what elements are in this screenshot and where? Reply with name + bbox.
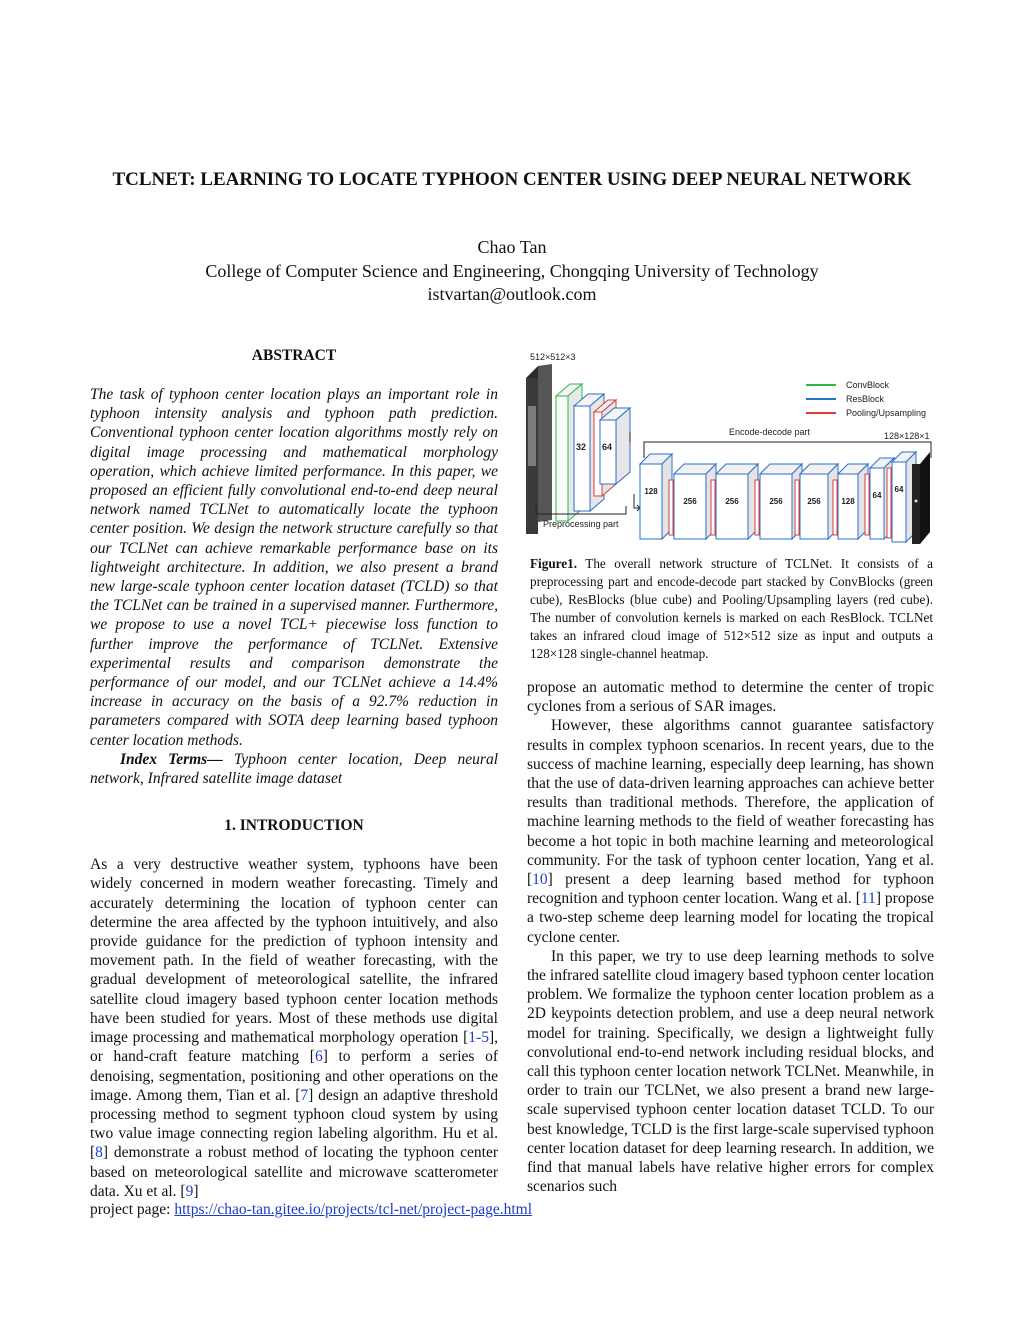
pool-layer <box>711 480 715 535</box>
citation-link[interactable]: 9 <box>185 1182 194 1200</box>
author-affiliation: College of Computer Science and Engineering, Chongqing University of Technology <box>205 260 819 281</box>
output-heatmap <box>912 452 930 544</box>
res-block <box>833 464 868 539</box>
pre-block-label: 64 <box>602 442 613 452</box>
enc-block-label: 256 <box>683 497 697 506</box>
author-block <box>100 236 924 307</box>
enc-block-label: 256 <box>807 497 821 506</box>
res-block <box>640 454 672 539</box>
encode-decode-label: Encode-decode part <box>729 427 811 437</box>
author-email: istvartan@outlook.com <box>427 284 597 304</box>
legend <box>806 380 926 418</box>
enc-block-label: 128 <box>841 497 855 506</box>
citation-link[interactable]: 8 <box>95 1144 103 1162</box>
abstract-text: The task of typhoon center location plays an important role in typhoon intensity analysis and typhoon path prediction. Conventional typhoon center location algorithms mostly rely on digital image processing and mathematical morphology operation, which achieve limited performance. In this paper, we proposed an efficient fully convolutional end-to-end deep neural network named TCLNet to automatically locate the typhoon center position. We design the network structure carefully so that our TCLNet can achieve remarkable performance base on its lightweight architecture. In addition, we also present a brand new large-scale typhoon center location dataset (TCLD) so that the TCLNet can be trained in a supervised manner. Furthermore, we propose to use a novel TCL+ piecewise loss function to further improve the performance of TCLNet. Extensive experimental results and comparison demonstrate the performance of our model, and our TCLNet achieve a 14.4% increase in accuracy on the basis of a 92.7% reduction in parameters compared with SOTA deep learning based typhoon center location methods. <box>90 386 498 749</box>
pool-layer <box>669 480 673 535</box>
preprocessing-blocks <box>556 384 630 521</box>
pool-layer <box>887 468 891 538</box>
intro-paragraph-1: As a very destructive weather system, typhoons have been widely concerned in modern weather forecasting. Timely and accurately determining the location of typhoon center can determine the area affected by the typhoon intuitively, and also provide guidance for the prediction of typhoon intensity and movement path. In the field of weather forecasting, with the gradual development of meteorological satellite, the infrared satellite cloud imagery based typhoon center location methods have been studied for years. Most of these methods use digital image processing and mathematical morphology operation [1-5], or hand-craft feature matching [6] to perform a series of denoising, segmentation, positioning and other operations on the image. Among them, Tian et al. [7] design an adaptive threshold processing method to segment typhoon cloud system by using two value image connecting region labeling algorithm. Hu et al. [8] demonstrate a robust method of locating the typhoon center based on meteorological satellite and microwave scatterometer data. Xu et al. [9] <box>90 856 499 1200</box>
author-name: Chao Tan <box>477 237 547 257</box>
pool-layer <box>865 474 869 535</box>
pool-layer <box>833 480 837 535</box>
abstract-heading: ABSTRACT <box>251 347 337 364</box>
output-size-label: 128×128×1 <box>884 431 930 441</box>
legend-pool: Pooling/Upsampling <box>846 408 927 418</box>
encode-decode-blocks <box>640 452 916 542</box>
paper-title: TCLNET: LEARNING TO LOCATE TYPHOON CENTER USING DEEP NEURAL NETWORK <box>112 169 912 190</box>
citation-link[interactable]: 11 <box>860 890 876 908</box>
res-block <box>711 464 758 539</box>
intro-paragraph-4: In this paper, we try to use deep learning methods to solve the infrared satellite cloud imagery based typhoon center location problem. We formalize the typhoon center location problem as a 2D keypoints detection problem, and use a deep neural network model for training. Specifically, we design a lightweight fully convolutional end-to-end network including residual blocks, and call this typhoon center location network TCLNet. Meanwhile, in order to train our TCLNet, we also present a brand new large-scale supervised typhoon center location dataset TCLD. To our best knowledge, TCLD is the first large-scale supervised typhoon center location dataset for deep learning research. In addition, we find that manual labels have relative higher errors for complex scenarios such <box>527 947 934 1196</box>
citation-link[interactable]: 1-5 <box>468 1029 489 1047</box>
intro-paragraph-3: However, these algorithms cannot guarantee satisfactory results in complex typhoon scenarios. In recent years, due to the success of machine learning, especially deep learning, has shown that the use of data-driven learning approaches can achieve better results than traditional methods. Therefore, the application of machine learning methods to the field of weather forecasting has become a hot topic in both machine learning and meteorological community. For the task of typhoon center location, Yang et al. [10] present a deep learning based method for typhoon recognition and typhoon center location. Wang et al. [11] propose a two-step scheme deep learning model for locating the tropical cyclone center. <box>527 717 934 946</box>
legend-res: ResBlock <box>846 394 885 404</box>
left-column <box>90 346 498 1201</box>
index-terms-label: Index Terms— <box>120 750 223 768</box>
enc-block-label: 256 <box>725 497 739 506</box>
enc-block-label: 256 <box>769 497 783 506</box>
enc-block-label: 64 <box>894 485 904 494</box>
project-page-footer <box>90 1200 532 1220</box>
introduction-heading: 1. INTRODUCTION <box>224 817 364 835</box>
res-block <box>795 464 838 539</box>
project-page-label: project page: <box>90 1201 175 1218</box>
res-block <box>669 464 716 539</box>
enc-block-label: 64 <box>872 491 882 500</box>
pool-layer <box>795 480 799 535</box>
preprocessing-label: Preprocessing part <box>543 519 619 529</box>
figure-caption-text: The overall network structure of TCLNet. It consists of a preprocessing part and encode-decode part stacked by ConvBlocks (green cube), ResBlocks (blue cube) and Pooling/Upsampling layers (red cube). The number of convolution kernels is marked on each ResBlock. TCLNet takes an infrared cloud image of 512×512 size as input and outputs a 128×128 single-channel heatmap. <box>530 556 933 661</box>
citation-link[interactable]: 7 <box>300 1086 309 1104</box>
figure-caption <box>530 555 933 663</box>
input-image <box>526 364 552 534</box>
enc-block-label: 128 <box>644 487 658 496</box>
figure-label: Figure1. <box>530 556 578 571</box>
intro-paragraph-2: propose an automatic method to determine the center of tropic cyclones from a serious of SAR images. <box>527 679 934 716</box>
right-column <box>527 678 934 1196</box>
encode-decode-bracket <box>644 442 931 458</box>
project-page-link[interactable]: https://chao-tan.gitee.io/projects/tcl-net/project-page.html <box>174 1201 533 1218</box>
pre-block-label: 32 <box>576 442 587 452</box>
pool-layer <box>755 480 759 535</box>
network-architecture-figure <box>516 346 936 551</box>
index-terms <box>90 750 498 788</box>
legend-conv: ConvBlock <box>846 380 890 390</box>
citation-link[interactable]: 6 <box>314 1048 323 1066</box>
input-size-label: 512×512×3 <box>530 352 576 362</box>
index-terms-text: Typhoon center location, Deep neural network, Infrared satellite image dataset <box>90 750 498 788</box>
citation-link[interactable]: 10 <box>532 871 548 889</box>
